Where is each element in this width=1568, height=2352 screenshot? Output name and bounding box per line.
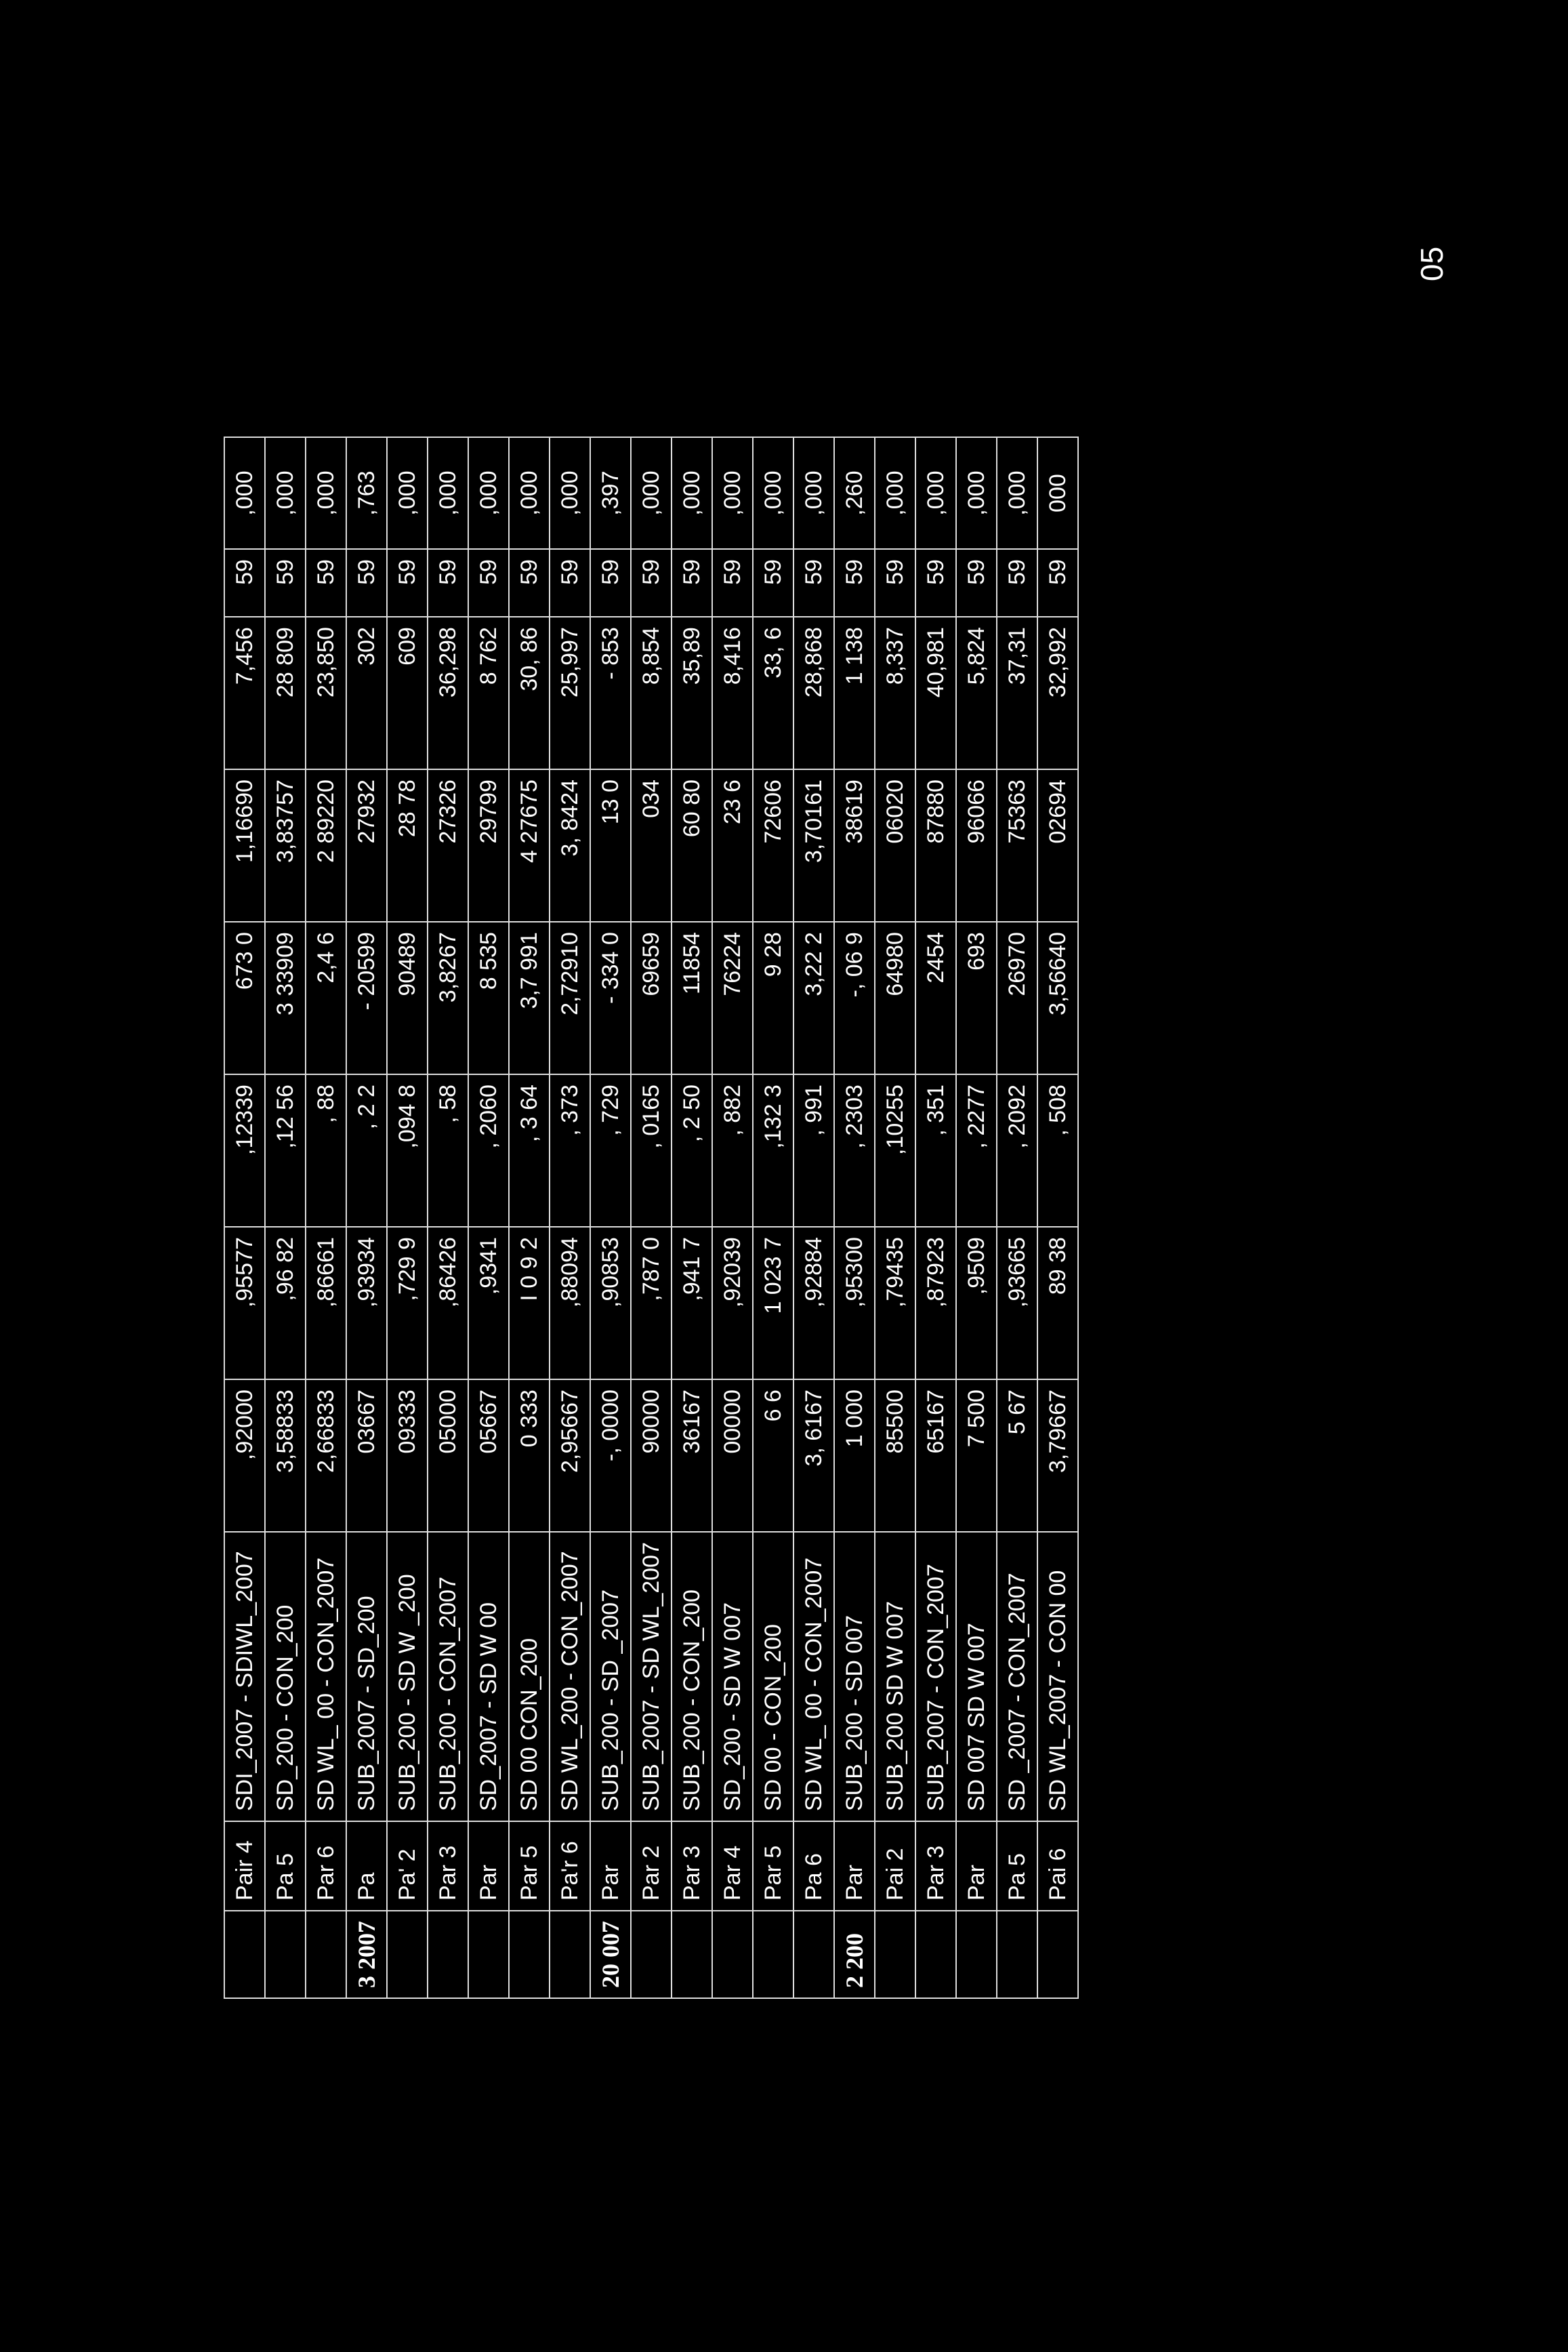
std-error-cell: , 0165 (631, 1074, 672, 1227)
mean-cell: 03667 (346, 1379, 387, 1532)
page-number: 05 (1414, 246, 1449, 281)
year-cell (915, 1911, 956, 1998)
pair-cell: Par (834, 1821, 875, 1911)
std-error-cell: , 351 (915, 1074, 956, 1227)
df-cell: 59 (793, 549, 834, 617)
t-value-cell: 8 762 (468, 617, 509, 769)
ci-lower-cell: 693 (956, 922, 997, 1074)
mean-cell: 5 67 (997, 1379, 1037, 1532)
pair-cell: Pa 6 (793, 1821, 834, 1911)
std-error-cell: ,10255 (875, 1074, 915, 1227)
ci-lower-cell: 2,72910 (550, 922, 590, 1074)
ci-lower-cell: 3,22 2 (793, 922, 834, 1074)
std-error-cell: , 729 (590, 1074, 631, 1227)
t-value-cell: 8,416 (712, 617, 753, 769)
table-body (224, 437, 1078, 1998)
std-deviation-cell: I 0 9 2 (509, 1227, 550, 1379)
table-row (997, 437, 1037, 1998)
ci-lower-cell: -, 06 9 (834, 922, 875, 1074)
year-cell (793, 1911, 834, 1998)
df-cell: 59 (956, 549, 997, 617)
t-value-cell: 1 138 (834, 617, 875, 769)
variable-pair-cell: SD WL_ 00 - CON_2007 (306, 1532, 346, 1821)
t-value-cell: 28,868 (793, 617, 834, 769)
ci-upper-cell: 3,83757 (265, 769, 306, 922)
pair-cell: Par 3 (428, 1821, 468, 1911)
table-row (753, 437, 793, 1998)
std-error-cell: , 508 (1037, 1074, 1078, 1227)
variable-pair-cell: SUB_2007 - CON_2007 (915, 1532, 956, 1821)
df-cell: 59 (915, 549, 956, 617)
t-value-cell: 25,997 (550, 617, 590, 769)
significance-cell: ,000 (550, 437, 590, 549)
std-error-cell: , 882 (712, 1074, 753, 1227)
variable-pair-cell: SUB_200 - SD W _200 (387, 1532, 428, 1821)
ci-upper-cell: 87880 (915, 769, 956, 922)
std-deviation-cell: ,93934 (346, 1227, 387, 1379)
std-deviation-cell: ,92884 (793, 1227, 834, 1379)
year-cell (387, 1911, 428, 1998)
ci-lower-cell: 69659 (631, 922, 672, 1074)
significance-cell: ,000 (428, 437, 468, 549)
year-cell (306, 1911, 346, 1998)
t-value-cell: 8,854 (631, 617, 672, 769)
std-deviation-cell: ,92039 (712, 1227, 753, 1379)
ci-lower-cell: 3 33909 (265, 922, 306, 1074)
variable-pair-cell: SUB_200 - CON_200 (672, 1532, 712, 1821)
pair-cell: Pai 6 (1037, 1821, 1078, 1911)
t-value-cell: 28 809 (265, 617, 306, 769)
pair-cell: Pa (346, 1821, 387, 1911)
std-error-cell: , 2 2 (346, 1074, 387, 1227)
pair-cell: Par 3 (672, 1821, 712, 1911)
mean-cell: 3, 6167 (793, 1379, 834, 1532)
year-cell (1037, 1911, 1078, 1998)
df-cell: 59 (997, 549, 1037, 617)
std-deviation-cell: ,787 0 (631, 1227, 672, 1379)
mean-cell: 2,66833 (306, 1379, 346, 1532)
std-deviation-cell: ,9341 (468, 1227, 509, 1379)
t-value-cell: 40,981 (915, 617, 956, 769)
std-error-cell: ,094 8 (387, 1074, 428, 1227)
mean-cell: -, 0000 (590, 1379, 631, 1532)
pair-cell: Par (956, 1821, 997, 1911)
year-cell (672, 1911, 712, 1998)
variable-pair-cell: SD 007 SD W 007 (956, 1532, 997, 1821)
df-cell: 59 (550, 549, 590, 617)
significance-cell: ,000 (875, 437, 915, 549)
variable-pair-cell: SD_2007 - SD W 00 (468, 1532, 509, 1821)
df-cell: 59 (875, 549, 915, 617)
significance-cell: ,000 (468, 437, 509, 549)
ci-upper-cell: 27932 (346, 769, 387, 922)
significance-cell: ,000 (631, 437, 672, 549)
table-row (875, 437, 915, 1998)
ci-upper-cell: 60 80 (672, 769, 712, 922)
significance-cell: ,000 (956, 437, 997, 549)
t-value-cell: 30, 86 (509, 617, 550, 769)
significance-cell: ,000 (224, 437, 265, 549)
df-cell: 59 (712, 549, 753, 617)
pair-cell: Par (468, 1821, 509, 1911)
year-cell (875, 1911, 915, 1998)
table-row (509, 437, 550, 1998)
mean-cell: 65167 (915, 1379, 956, 1532)
t-value-cell: 37,31 (997, 617, 1037, 769)
significance-cell: ,397 (590, 437, 631, 549)
significance-cell: ,000 (712, 437, 753, 549)
ci-lower-cell: 8 535 (468, 922, 509, 1074)
significance-cell: ,000 (915, 437, 956, 549)
mean-cell: 00000 (712, 1379, 753, 1532)
ci-lower-cell: 64980 (875, 922, 915, 1074)
table-row (834, 437, 875, 1998)
ci-lower-cell: 26970 (997, 922, 1037, 1074)
mean-cell: 09333 (387, 1379, 428, 1532)
variable-pair-cell: SD WL_2007 - CON 00 (1037, 1532, 1078, 1821)
table-row (306, 437, 346, 1998)
std-error-cell: , 2303 (834, 1074, 875, 1227)
pair-cell: Pa 5 (997, 1821, 1037, 1911)
significance-cell: ,000 (387, 437, 428, 549)
variable-pair-cell: SUB_200 - CON_2007 (428, 1532, 468, 1821)
pair-cell: Pa' 2 (387, 1821, 428, 1911)
mean-cell: ,92000 (224, 1379, 265, 1532)
significance-cell: ,000 (672, 437, 712, 549)
ci-lower-cell: 90489 (387, 922, 428, 1074)
year-cell (550, 1911, 590, 1998)
std-error-cell: ,12339 (224, 1074, 265, 1227)
std-error-cell: , 2092 (997, 1074, 1037, 1227)
year-cell (468, 1911, 509, 1998)
mean-cell: 85500 (875, 1379, 915, 1532)
table-row (793, 437, 834, 1998)
std-deviation-cell: 89 38 (1037, 1227, 1078, 1379)
df-cell: 59 (834, 549, 875, 617)
std-error-cell: ,12 56 (265, 1074, 306, 1227)
std-error-cell: , 373 (550, 1074, 590, 1227)
year-cell (428, 1911, 468, 1998)
std-error-cell: , 2 50 (672, 1074, 712, 1227)
table-row (956, 437, 997, 1998)
significance-cell: ,000 (306, 437, 346, 549)
year-cell (997, 1911, 1037, 1998)
ci-upper-cell: 72606 (753, 769, 793, 922)
pair-cell: Par 5 (509, 1821, 550, 1911)
year-cell (224, 1911, 265, 1998)
year-cell (509, 1911, 550, 1998)
std-error-cell: , 2277 (956, 1074, 997, 1227)
t-value-cell: 8,337 (875, 617, 915, 769)
significance-cell: 000 (1037, 437, 1078, 549)
year-cell (712, 1911, 753, 1998)
year-cell (753, 1911, 793, 1998)
std-deviation-cell: 1 023 7 (753, 1227, 793, 1379)
t-value-cell: 609 (387, 617, 428, 769)
mean-cell: 6 6 (753, 1379, 793, 1532)
t-value-cell: 23,850 (306, 617, 346, 769)
variable-pair-cell: SD 00 - CON_200 (753, 1532, 793, 1821)
mean-cell: 3,79667 (1037, 1379, 1078, 1532)
variable-pair-cell: SUB_200 SD W 007 (875, 1532, 915, 1821)
pair-cell: Pa 5 (265, 1821, 306, 1911)
ci-upper-cell: 034 (631, 769, 672, 922)
year-cell: 20 007 (590, 1911, 631, 1998)
table-row (468, 437, 509, 1998)
std-deviation-cell: ,79435 (875, 1227, 915, 1379)
std-deviation-cell: ,96 82 (265, 1227, 306, 1379)
ci-upper-cell: 23 6 (712, 769, 753, 922)
table-row (672, 437, 712, 1998)
df-cell: 59 (265, 549, 306, 617)
std-deviation-cell: ,941 7 (672, 1227, 712, 1379)
table-row (550, 437, 590, 1998)
t-value-cell: 33, 6 (753, 617, 793, 769)
mean-cell: 05000 (428, 1379, 468, 1532)
variable-pair-cell: SD_200 - CON_200 (265, 1532, 306, 1821)
df-cell: 59 (428, 549, 468, 617)
ci-upper-cell: 28 78 (387, 769, 428, 922)
variable-pair-cell: SD WL_ 00 - CON_2007 (793, 1532, 834, 1821)
std-error-cell: , 2060 (468, 1074, 509, 1227)
df-cell: 59 (509, 549, 550, 617)
table-row (346, 437, 387, 1998)
significance-cell: ,260 (834, 437, 875, 549)
df-cell: 59 (631, 549, 672, 617)
mean-cell: 2,95667 (550, 1379, 590, 1532)
std-error-cell: , 991 (793, 1074, 834, 1227)
std-deviation-cell: ,95300 (834, 1227, 875, 1379)
t-value-cell: 36,298 (428, 617, 468, 769)
ci-lower-cell: 11854 (672, 922, 712, 1074)
table-row (428, 437, 468, 1998)
variable-pair-cell: SUB_2007 - SD WL_2007 (631, 1532, 672, 1821)
std-deviation-cell: ,93665 (997, 1227, 1037, 1379)
variable-pair-cell: SDI_2007 - SDIWL_2007 (224, 1532, 265, 1821)
std-error-cell: , 88 (306, 1074, 346, 1227)
t-value-cell: - 853 (590, 617, 631, 769)
year-cell (956, 1911, 997, 1998)
std-deviation-cell: ,86426 (428, 1227, 468, 1379)
mean-cell: 0 333 (509, 1379, 550, 1532)
table-row (224, 437, 265, 1998)
table-row (631, 437, 672, 1998)
table-row (915, 437, 956, 1998)
df-cell: 59 (468, 549, 509, 617)
mean-cell: 90000 (631, 1379, 672, 1532)
ci-upper-cell: 3, 8424 (550, 769, 590, 922)
std-deviation-cell: ,87923 (915, 1227, 956, 1379)
t-value-cell: 5,824 (956, 617, 997, 769)
pair-cell: Par (590, 1821, 631, 1911)
df-cell: 59 (387, 549, 428, 617)
ci-lower-cell: 3,7 991 (509, 922, 550, 1074)
df-cell: 59 (672, 549, 712, 617)
ci-lower-cell: 673 0 (224, 922, 265, 1074)
ci-upper-cell: 06020 (875, 769, 915, 922)
ci-upper-cell: 1,16690 (224, 769, 265, 922)
pair-cell: Pa'r 6 (550, 1821, 590, 1911)
t-value-cell: 7,456 (224, 617, 265, 769)
std-deviation-cell: ,86661 (306, 1227, 346, 1379)
pair-cell: Par 5 (753, 1821, 793, 1911)
table-row (590, 437, 631, 1998)
pair-cell: Par 6 (306, 1821, 346, 1911)
df-cell: 59 (346, 549, 387, 617)
significance-cell: ,000 (265, 437, 306, 549)
year-cell (265, 1911, 306, 1998)
year-cell (631, 1911, 672, 1998)
variable-pair-cell: SD 00 CON_200 (509, 1532, 550, 1821)
t-value-cell: 32,992 (1037, 617, 1078, 769)
std-deviation-cell: ,90853 (590, 1227, 631, 1379)
table-row (387, 437, 428, 1998)
pair-cell: Par 2 (631, 1821, 672, 1911)
paired-samples-table (224, 437, 1079, 1999)
df-cell: 59 (306, 549, 346, 617)
year-cell: 3 2007 (346, 1911, 387, 1998)
significance-cell: ,000 (509, 437, 550, 549)
table-row (265, 437, 306, 1998)
significance-cell: ,763 (346, 437, 387, 549)
mean-cell: 05667 (468, 1379, 509, 1532)
ci-upper-cell: 13 0 (590, 769, 631, 922)
ci-upper-cell: 3,70161 (793, 769, 834, 922)
ci-lower-cell: - 334 0 (590, 922, 631, 1074)
df-cell: 59 (590, 549, 631, 617)
mean-cell: 3,58833 (265, 1379, 306, 1532)
variable-pair-cell: SUB_200 - SD 007 (834, 1532, 875, 1821)
significance-cell: ,000 (753, 437, 793, 549)
std-deviation-cell: ,88094 (550, 1227, 590, 1379)
ci-upper-cell: 4 27675 (509, 769, 550, 922)
ci-lower-cell: 2,4 6 (306, 922, 346, 1074)
mean-cell: 36167 (672, 1379, 712, 1532)
variable-pair-cell: SD_200 - SD W 007 (712, 1532, 753, 1821)
variable-pair-cell: SUB_200 - SD _2007 (590, 1532, 631, 1821)
variable-pair-cell: SD WL_200 - CON_2007 (550, 1532, 590, 1821)
std-deviation-cell: ,9509 (956, 1227, 997, 1379)
pair-cell: Pai 2 (875, 1821, 915, 1911)
pair-cell: Par 4 (712, 1821, 753, 1911)
significance-cell: ,000 (997, 437, 1037, 549)
df-cell: 59 (753, 549, 793, 617)
ci-upper-cell: 27326 (428, 769, 468, 922)
variable-pair-cell: SUB_2007 - SD_200 (346, 1532, 387, 1821)
year-cell: 2 200 (834, 1911, 875, 1998)
pair-cell: Pair 4 (224, 1821, 265, 1911)
ci-lower-cell: 2454 (915, 922, 956, 1074)
ci-upper-cell: 02694 (1037, 769, 1078, 922)
ci-lower-cell: - 20599 (346, 922, 387, 1074)
std-deviation-cell: ,729 9 (387, 1227, 428, 1379)
ci-upper-cell: 29799 (468, 769, 509, 922)
ci-upper-cell: 38619 (834, 769, 875, 922)
std-deviation-cell: ,95577 (224, 1227, 265, 1379)
mean-cell: 7 500 (956, 1379, 997, 1532)
table-row (1037, 437, 1078, 1998)
std-error-cell: , 3 64 (509, 1074, 550, 1227)
mean-cell: 1 000 (834, 1379, 875, 1532)
std-error-cell: ,132 3 (753, 1074, 793, 1227)
pair-cell: Par 3 (915, 1821, 956, 1911)
variable-pair-cell: SD _2007 - CON_2007 (997, 1532, 1037, 1821)
significance-cell: ,000 (793, 437, 834, 549)
ci-lower-cell: 9 28 (753, 922, 793, 1074)
df-cell: 59 (1037, 549, 1078, 617)
ci-upper-cell: 75363 (997, 769, 1037, 922)
table-row (712, 437, 753, 1998)
t-value-cell: 35,89 (672, 617, 712, 769)
ci-upper-cell: 96066 (956, 769, 997, 922)
ci-upper-cell: 2 89220 (306, 769, 346, 922)
ci-lower-cell: 3,56640 (1037, 922, 1078, 1074)
df-cell: 59 (224, 549, 265, 617)
ci-lower-cell: 76224 (712, 922, 753, 1074)
std-error-cell: , 58 (428, 1074, 468, 1227)
ci-lower-cell: 3,8267 (428, 922, 468, 1074)
t-value-cell: 302 (346, 617, 387, 769)
